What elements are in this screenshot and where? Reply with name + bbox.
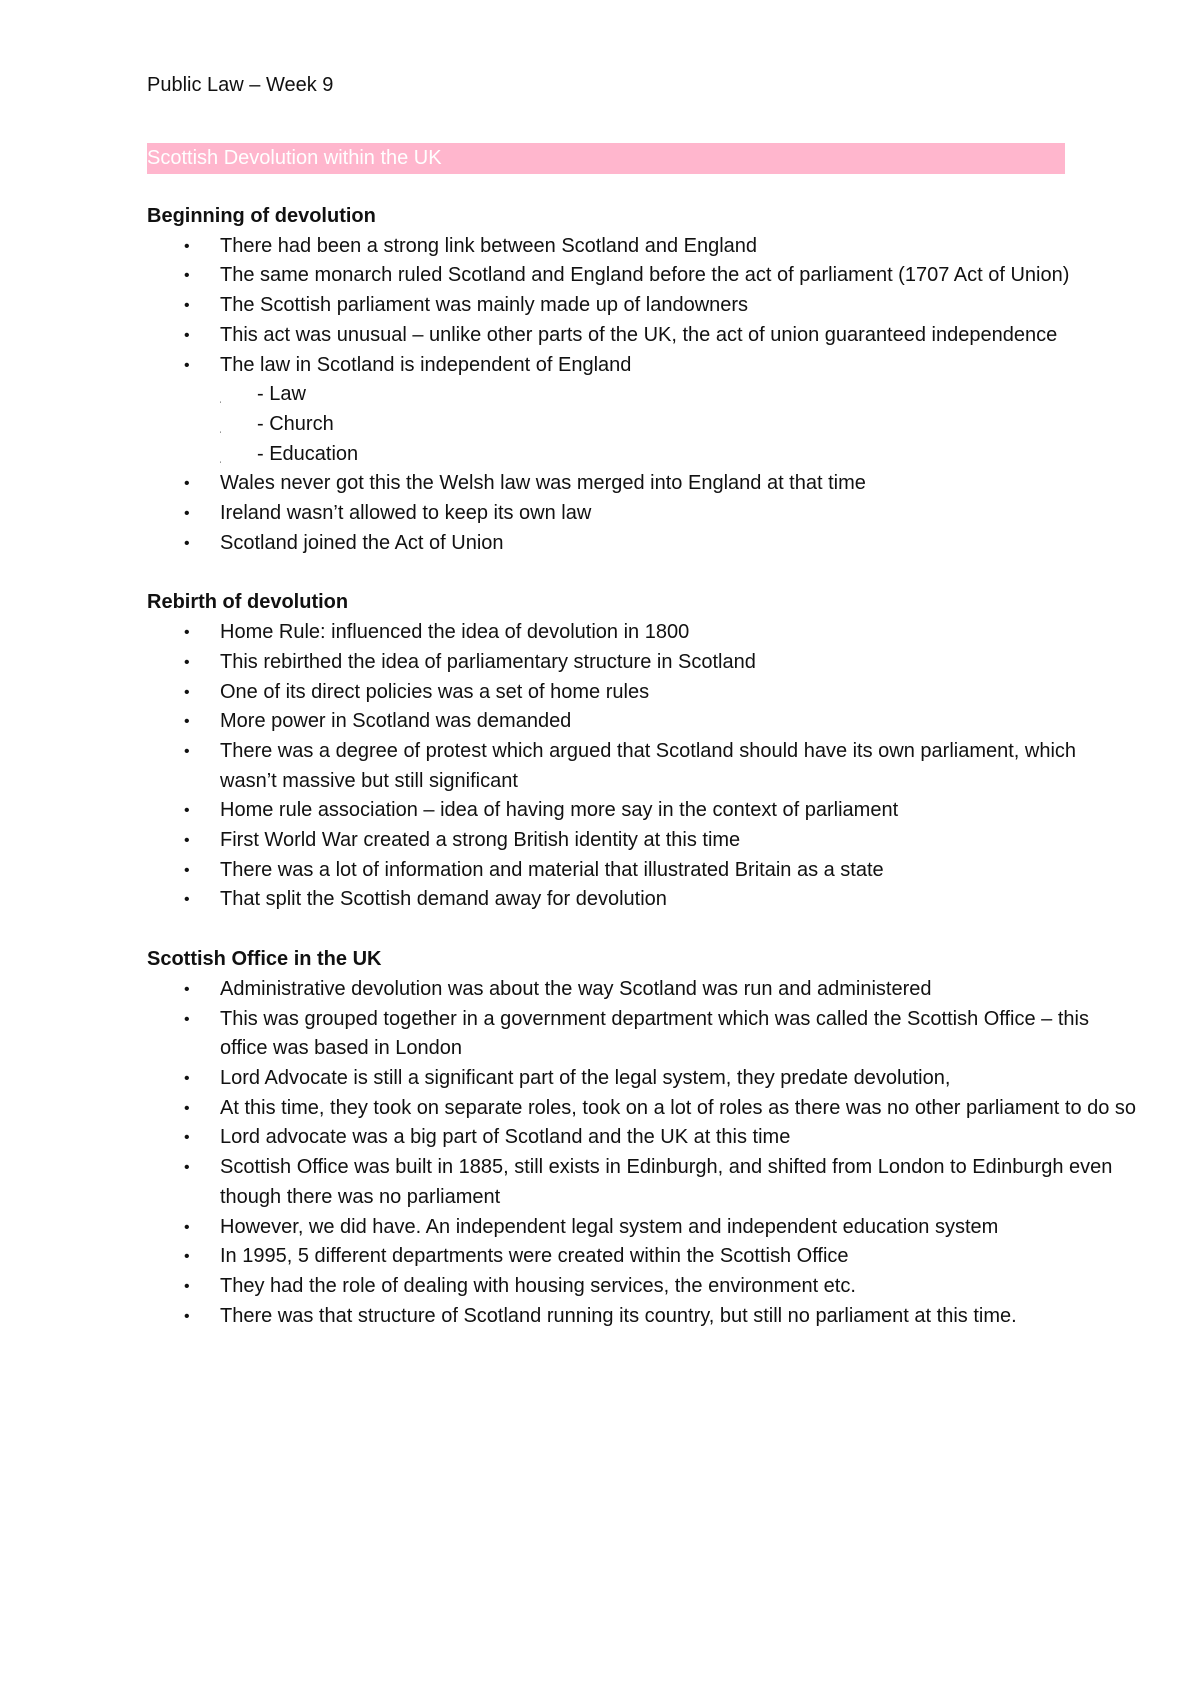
- bullet-icon: •: [184, 505, 190, 523]
- list-item: • The law in Scotland is independent of England: [147, 351, 1137, 381]
- list-item: • The Scottish parliament was mainly made up of landowners: [147, 291, 1137, 321]
- list-item: • In 1995, 5 different departments were created within the Scottish Office: [147, 1242, 1137, 1272]
- document-header: Public Law – Week 9: [147, 74, 334, 96]
- bullet-icon: •: [184, 1069, 190, 1087]
- list-item: • This was grouped together in a government department which was called the Scottish Office – this office was based in London: [147, 1005, 1137, 1064]
- bullet-icon: •: [184, 1218, 190, 1236]
- sub-marker-icon: ˌ: [219, 393, 223, 405]
- list-item: • There was a lot of information and material that illustrated Britain as a state: [147, 856, 1137, 886]
- list-item: • Home Rule: influenced the idea of devolution in 1800: [147, 618, 1137, 648]
- bullet-icon: •: [184, 267, 190, 285]
- bullet-list: [147, 232, 1070, 559]
- bullet-icon: •: [184, 861, 190, 879]
- list-item: • One of its direct policies was a set of home rules: [147, 678, 1137, 708]
- bullet-icon: •: [184, 237, 190, 255]
- list-item: • Ireland wasn’t allowed to keep its own law: [147, 499, 1137, 529]
- list-item: • Administrative devolution was about the way Scotland was run and administered: [147, 975, 1137, 1005]
- list-item: • More power in Scotland was demanded: [147, 707, 1137, 737]
- list-item: • However, we did have. An independent legal system and independent education system: [147, 1213, 1137, 1243]
- document-page: [147, 70, 1137, 1331]
- sub-list-item: ˌ - Law: [147, 380, 1137, 410]
- bullet-icon: •: [184, 891, 190, 909]
- list-item: • Scotland joined the Act of Union: [147, 529, 1137, 559]
- list-item: • Lord Advocate is still a significant part of the legal system, they predate devolution,: [147, 1064, 1137, 1094]
- bullet-icon: •: [184, 832, 190, 850]
- list-item: • The same monarch ruled Scotland and England before the act of parliament (1707 Act of Union): [147, 261, 1137, 291]
- sub-marker-icon: ˌ: [219, 452, 223, 464]
- list-item: • Wales never got this the Welsh law was merged into England at that time: [147, 469, 1137, 499]
- bullet-list: [147, 618, 1077, 915]
- bullet-icon: •: [184, 683, 190, 701]
- bullet-icon: •: [184, 1129, 190, 1147]
- list-item: • This act was unusual – unlike other parts of the UK, the act of union guaranteed independence: [147, 321, 1137, 351]
- bullet-icon: •: [184, 624, 190, 642]
- bullet-icon: •: [184, 297, 190, 315]
- bullet-icon: •: [184, 1099, 190, 1117]
- bullet-icon: •: [184, 980, 190, 998]
- bullet-icon: •: [184, 713, 190, 731]
- section-rebirth-of-devolution: [147, 588, 1077, 915]
- sub-marker-icon: ˌ: [219, 422, 223, 434]
- section-beginning-of-devolution: [147, 202, 1070, 558]
- list-item: • There had been a strong link between Scotland and England: [147, 232, 1137, 262]
- list-item: • At this time, they took on separate roles, took on a lot of roles as there was no other parliament to do so: [147, 1094, 1137, 1124]
- bullet-icon: •: [184, 534, 190, 552]
- list-item: • Home rule association – idea of having more say in the context of parliament: [147, 796, 1137, 826]
- bullet-icon: •: [184, 326, 190, 344]
- bullet-icon: •: [184, 802, 190, 820]
- bullet-icon: •: [184, 1307, 190, 1325]
- list-item: • They had the role of dealing with housing services, the environment etc.: [147, 1272, 1137, 1302]
- bullet-icon: •: [184, 1010, 190, 1028]
- bullet-icon: •: [184, 653, 190, 671]
- bullet-icon: •: [184, 475, 190, 493]
- section-heading: Beginning of devolution: [147, 205, 376, 227]
- list-item: • Lord advocate was a big part of Scotland and the UK at this time: [147, 1123, 1137, 1153]
- list-item: • First World War created a strong British identity at this time: [147, 826, 1137, 856]
- bullet-icon: •: [184, 1159, 190, 1177]
- bullet-icon: •: [184, 356, 190, 374]
- list-item: • There was a degree of protest which argued that Scotland should have its own parliament, which wasn’t massive but still significant: [147, 737, 1137, 796]
- bullet-icon: •: [184, 1277, 190, 1295]
- bullet-icon: •: [184, 742, 190, 760]
- sub-list-item: ˌ - Church: [147, 410, 1137, 440]
- list-item: • Scottish Office was built in 1885, still exists in Edinburgh, and shifted from London to Edinburgh even though there was no parliament: [147, 1153, 1137, 1212]
- section-scottish-office: [147, 945, 1137, 1331]
- list-item: • This rebirthed the idea of parliamentary structure in Scotland: [147, 648, 1137, 678]
- bullet-icon: •: [184, 1248, 190, 1266]
- section-heading: Scottish Office in the UK: [147, 948, 382, 971]
- section-banner: Scottish Devolution within the UK: [147, 143, 1065, 174]
- section-heading: Rebirth of devolution: [147, 591, 349, 614]
- list-item: • There was that structure of Scotland running its country, but still no parliament at this time.: [147, 1302, 1137, 1332]
- list-item: • That split the Scottish demand away for devolution: [147, 885, 1137, 915]
- sub-list-item: ˌ - Education: [147, 440, 1137, 470]
- bullet-list: [147, 975, 1137, 1331]
